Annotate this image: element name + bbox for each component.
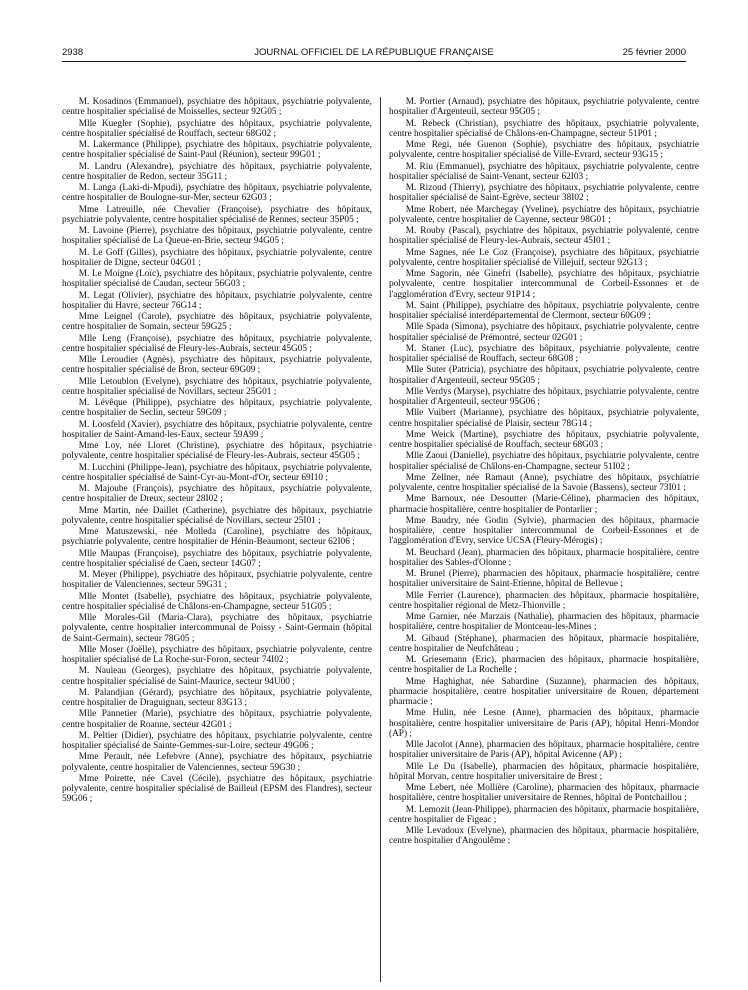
appointment-entry: M. Legat (Olivier), psychiatre des hôpitaux, psychiatrie polyvalente, centre hospitalier du Havre, secteur 76G14 ; — [62, 290, 372, 311]
appointment-entry: Mlle Kuegler (Sophie), psychiatre des hôpitaux, psychiatrie polyvalente, centre hospitalier spécialisé de Rouffach, secteur 68G02 ; — [62, 118, 372, 139]
appointment-entry: M. Lucchini (Philippe-Jean), psychiatre des hôpitaux, psychiatrie polyvalente, centre hospitalier spécialisé de Saint-Cyr-au-Mont-d'Or, secteur 69I10 ; — [62, 462, 372, 483]
appointment-entry: Mme Loy, née Lloret (Christine), psychiatre des hôpitaux, psychiatrie polyvalente, centre hospitalier spécialisé de Fleury-les-Aubrais, secteur 45G05 ; — [62, 441, 372, 462]
appointment-entry: Mme Garnier, née Marzais (Nathalie), pharmacien des hôpitaux, pharmacie hospitalière, centre hospitalier de Montceau-les-Mines ; — [389, 612, 699, 633]
right-column — [389, 97, 699, 982]
appointment-entry: Mlle Levadoux (Evelyne), pharmacien des hôpitaux, pharmacie hospitalière, centre hospitalier d'Angoulême ; — [389, 826, 699, 847]
appointment-entry: Mme Leignel (Carole), psychiatre des hôpitaux, psychiatrie polyvalente, centre hospitalier de Somain, secteur 59G25 ; — [62, 312, 372, 333]
appointment-entry: M. Lakermance (Philippe), psychiatre des hôpitaux, psychiatrie polyvalente, centre hospitalier spécialisé de Saint-Paul (Réunion), secteur 99G01 ; — [62, 140, 372, 161]
appointment-entry: M. Beuchard (Jean), pharmacien des hôpitaux, pharmacie hospitalière, centre hospitalier des Sables-d'Olonne ; — [389, 547, 699, 568]
appointment-entry: Mme Robert, née Marchegay (Yveline), psychiatre des hôpitaux, psychiatrie polyvalente, centre hospitalier de Cayenne, secteur 98G01 ; — [389, 204, 699, 225]
appointment-entry: Mme Haghighat, née Sabardine (Suzanne), pharmacien des hôpitaux, pharmacie hospitalière, centre hospitalier universitaire de Rouen, département pharmacie ; — [389, 676, 699, 707]
appointment-entry: Mlle Leroudier (Agnès), psychiatre des hôpitaux, psychiatrie polyvalente, centre hospitalier spécialisé de Bron, secteur 69G09 ; — [62, 355, 372, 376]
appointment-entry: Mlle Pannetier (Marie), psychiatre des hôpitaux, psychiatrie polyvalente, centre hospitalier de Roanne, secteur 42G01 ; — [62, 709, 372, 730]
appointment-entry: Mlle Ferrier (Laurence), pharmacien des hôpitaux, pharmacie hospitalière, centre hospitalier régional de Metz-Thionville ; — [389, 590, 699, 611]
appointment-entry: Mlle Le Du (Isabelle), pharmacien des hôpitaux, pharmacie hospitalière, hôpital Morvan, centre hospitalier universitaire de Brest ; — [389, 761, 699, 782]
page-number: 2938 — [62, 47, 84, 58]
publication-date: 25 février 2000 — [622, 47, 686, 58]
appointment-entry: Mlle Vuibert (Marianne), psychiatre des hôpitaux, psychiatrie polyvalente, centre hospitalier spécialisé de Plaisir, secteur 78G14 ; — [389, 408, 699, 429]
journal-title: JOURNAL OFFICIEL DE LA RÉPUBLIQUE FRANÇAISE — [254, 47, 494, 58]
appointment-entry: Mlle Verdys (Maryse), psychiatre des hôpitaux, psychiatrie polyvalente, centre hospitalier d'Argenteuil, secteur 95G06 ; — [389, 386, 699, 407]
appointment-entry: Mme Barnoux, née Desoutter (Marie-Céline), pharmacien des hôpitaux, pharmacie hospitalière, centre hospitalier de Pontarlier ; — [389, 494, 699, 515]
appointment-entry: Mme Weick (Martine), psychiatre des hôpitaux, psychiatrie polyvalente, centre hospitalier spécialisé de Rouffach, secteur 68G03 ; — [389, 429, 699, 450]
appointment-entry: M. Rebeck (Christian), psychiatre des hôpitaux, psychiatrie polyvalente, centre hospitalier spécialisé de Châlons-en-Champagne, secteur 51P01 ; — [389, 118, 699, 139]
appointment-entry: Mme Matuszewski, née Molleda (Caroline), psychiatre des hôpitaux, psychiatrie polyvalente, centre hospitalier de Hénin-Beaumont, secteur 62I06 ; — [62, 527, 372, 548]
appointment-entry: Mlle Suter (Patricia), psychiatre des hôpitaux, psychiatrie polyvalente, centre hospitalier d'Argenteuil, secteur 95G05 ; — [389, 365, 699, 386]
appointment-entry: Mme Baudry, née Godin (Sylvie), pharmacien des hôpitaux, pharmacie hospitalière, centre hospitalier intercommunal de Corbeil-Essonnes et de l'agglomération d'Evry, service UCSA (Fleury-Mérogis) ; — [389, 515, 699, 547]
appointment-entry: Mme Martin, née Daillet (Catherine), psychiatre des hôpitaux, psychiatrie polyvalente, centre hospitalier spécialisé de Novillars, secteur 25I01 ; — [62, 505, 372, 526]
appointment-entry: Mlle Jacolot (Anne), pharmacien des hôpitaux, pharmacie hospitalière, centre hospitalier universitaire de Paris (AP), hôpital Avicenne (AP) ; — [389, 740, 699, 761]
appointment-entry: M. Peltier (Didier), psychiatre des hôpitaux, psychiatrie polyvalente, centre hospitalier spécialisé de Sainte-Gemmes-sur-Loire, secteur 49G06 ; — [62, 730, 372, 751]
left-column — [62, 97, 372, 982]
appointment-entry: M. Le Goff (Gilles), psychiatre des hôpitaux, psychiatrie polyvalente, centre hospitalier de Digne, secteur 04G01 ; — [62, 247, 372, 268]
appointment-entry: Mme Lebert, née Mollière (Caroline), pharmacien des hôpitaux, pharmacie hospitalière, centre hospitalier universitaire de Rennes, hôpital de Pontchaillou ; — [389, 783, 699, 804]
appointment-entry: Mlle Moser (Joëlle), psychiatre des hôpitaux, psychiatrie polyvalente, centre hospitalier spécialisé de La Roche-sur-Foron, secteur 74I02 ; — [62, 644, 372, 665]
appointment-entry: M. Palandjian (Gérard), psychiatre des hôpitaux, psychiatrie polyvalente, centre hospitalier de Draguignan, secteur 83G13 ; — [62, 687, 372, 708]
appointment-entry: M. Kosadinos (Emmanuel), psychiatre des hôpitaux, psychiatrie polyvalente, centre hospitalier spécialisé de Moisselles, secteur 92G05 ; — [62, 97, 372, 118]
appointment-entry: M. Le Moigne (Loïc), psychiatre des hôpitaux, psychiatrie polyvalente, centre hospitalier spécialisé de Caudan, secteur 56G03 ; — [62, 269, 372, 290]
header-rule — [62, 61, 686, 62]
appointment-entry: M. Landru (Alexandre), psychiatre des hôpitaux, psychiatrie polyvalente, centre hospitalier de Redon, secteur 35G11 ; — [62, 161, 372, 182]
appointment-entry: M. Loosfeld (Xavier), psychiatre des hôpitaux, psychiatrie polyvalente, centre hospitalier de Saint-Amand-les-Eaux, secteur 59A99 ; — [62, 419, 372, 440]
appointment-entry: Mlle Montet (Isabelle), psychiatre des hôpitaux, psychiatrie polyvalente, centre hospitalier spécialisé de Châlons-en-Champagne, secteur 51G05 ; — [62, 591, 372, 612]
appointment-entry: Mme Perault, née Lefebvre (Anne), psychiatre des hôpitaux, psychiatrie polyvalente, centre hospitalier de Valenciennes, secteur 59G30 ; — [62, 752, 372, 773]
appointment-entry: M. Portier (Arnaud), psychiatre des hôpitaux, psychiatrie polyvalente, centre hospitalier d'Argenteuil, secteur 95G05 ; — [389, 97, 699, 118]
appointment-entry: Mme Hulin, née Lesne (Anne), pharmacien des hôpitaux, pharmacie hospitalière, centre hospitalier universitaire de Paris (AP), hôpital Henri-Mondor (AP) ; — [389, 708, 699, 739]
appointment-entry: Mme Poirette, née Cavel (Cécile), psychiatre des hôpitaux, psychiatrie polyvalente, centre hospitalier spécialisé de Bailleul (EPSM des Flandres), secteur 59G06 ; — [62, 773, 372, 805]
appointment-entry: Mlle Morales-Gil (Maria-Clara), psychiatre des hôpitaux, psychiatrie polyvalente, centre hospitalier intercommunal de Poissy - Saint-Germain (hôpital de Saint-Germain), secteur 78G05 ; — [62, 613, 372, 644]
appointment-entry: M. Staner (Luc), psychiatre des hôpitaux, psychiatrie polyvalente, centre hospitalier spécialisé de Rouffach, secteur 68G08 ; — [389, 343, 699, 364]
appointment-entry: Mlle Zaoui (Danielle), psychiatre des hôpitaux, psychiatrie polyvalente, centre hospitalier spécialisé de Châlons-en-Champagne, secteur 51I02 ; — [389, 451, 699, 472]
appointment-entry: Mme Latreuille, née Chevalier (Françoise), psychiatre des hôpitaux, psychiatrie polyvalente, centre hospitalier spécialisé de Rennes, secteur 35P05 ; — [62, 204, 372, 225]
appointment-entry: M. Lemozit (Jean-Philippe), pharmacien des hôpitaux, pharmacie hospitalière, centre hospitalier de Figeac ; — [389, 804, 699, 825]
appointment-entry: M. Lavoine (Pierre), psychiatre des hôpitaux, psychiatrie polyvalente, centre hospitalier spécialisé de La Queue-en-Brie, secteur 94G05 ; — [62, 226, 372, 247]
appointment-entry: Mlle Leng (Françoise), psychiatre des hôpitaux, psychiatrie polyvalente, centre hospitalier spécialisé de Fleury-les-Aubrais, secteur 45G05 ; — [62, 333, 372, 354]
page-header — [62, 47, 686, 61]
appointment-entry: Mlle Maupas (Françoise), psychiatre des hôpitaux, psychiatrie polyvalente, centre hospitalier spécialisé de Caen, secteur 14G07 ; — [62, 548, 372, 569]
appointment-entry: Mme Regi, née Guenon (Sophie), psychiatre des hôpitaux, psychiatrie polyvalente, centre hospitalier spécialisé de Ville-Evrard, secteur 93G15 ; — [389, 140, 699, 161]
appointment-entry: M. Saint (Philippe), psychiatre des hôpitaux, psychiatrie polyvalente, centre hospitalier spécialisé interdépartemental de Clermont, secteur 60G09 ; — [389, 300, 699, 321]
appointment-entry: Mlle Letoublon (Evelyne), psychiatre des hôpitaux, psychiatrie polyvalente, centre hospitalier spécialisé de Novillars, secteur 25G01 ; — [62, 376, 372, 397]
appointment-entry: M. Rizoud (Thierry), psychiatre des hôpitaux, psychiatrie polyvalente, centre hospitalier spécialisé de Saint-Egrève, secteur 38I02 ; — [389, 183, 699, 204]
appointment-entry: Mme Sagnes, née Le Coz (Françoise), psychiatre des hôpitaux, psychiatrie polyvalente, centre hospitalier spécialisé de Villejuif, secteur 92G13 ; — [389, 247, 699, 268]
appointment-entry: M. Rouby (Pascal), psychiatre des hôpitaux, psychiatrie polyvalente, centre hospitalier spécialisé de Fleury-les-Aubrais, secteur 45I01 ; — [389, 226, 699, 247]
appointment-entry: M. Majoube (François), psychiatre des hôpitaux, psychiatrie polyvalente, centre hospitalier de Dreux, secteur 28I02 ; — [62, 484, 372, 505]
column-divider — [380, 97, 381, 982]
appointment-entry: M. Gibaud (Stéphane), pharmacien des hôpitaux, pharmacie hospitalière, centre hospitalier de Neufchâteau ; — [389, 633, 699, 654]
appointment-entry: Mlle Spada (Simona), psychiatre des hôpitaux, psychiatrie polyvalente, centre hospitalier spécialisé de Prémontré, secteur 02G01 ; — [389, 322, 699, 343]
appointment-entry: Mme Zellner, née Ramaut (Anne), psychiatre des hôpitaux, psychiatrie polyvalente, centre hospitalier spécialisé de la Savoie (Bassens), secteur 73I01 ; — [389, 472, 699, 493]
appointment-entry: M. Nauleau (Georges), psychiatre des hôpitaux, psychiatrie polyvalente, centre hospitalier spécialisé de Saint-Maurice, secteur 94U00 ; — [62, 666, 372, 687]
appointment-entry: M. Riu (Emmanuel), psychiatre des hôpitaux, psychiatrie polyvalente, centre hospitalier spécialisé de Saint-Venant, secteur 62I03 ; — [389, 161, 699, 182]
appointment-entry: M. Griesemann (Eric), pharmacien des hôpitaux, pharmacie hospitalière, centre hospitalier de La Rochelle ; — [389, 655, 699, 676]
appointment-entry: M. Lévêque (Philippe), psychiatre des hôpitaux, psychiatrie polyvalente, centre hospitalier de Seclin, secteur 59G09 ; — [62, 398, 372, 419]
appointment-entry: M. Langa (Laki-di-Mpudi), psychiatre des hôpitaux, psychiatrie polyvalente, centre hospitalier de Boulogne-sur-Mer, secteur 62G03 ; — [62, 183, 372, 204]
appointment-entry: Mme Sagorin, née Ginefri (Isabelle), psychiatre des hôpitaux, psychiatrie polyvalente, centre hospitalier intercommunal de Corbeil-Essonnes et de l'agglomération d'Evry, secteur 91P14 ; — [389, 269, 699, 300]
appointment-entry: M. Brunel (Pierre), pharmacien des hôpitaux, pharmacie hospitalière, centre hospitalier universitaire de Saint-Etienne, hôpital de Bellevue ; — [389, 569, 699, 590]
appointment-entry: M. Meyer (Philippe), psychiatre des hôpitaux, psychiatrie polyvalente, centre hospitalier de Valenciennes, secteur 59G31 ; — [62, 570, 372, 591]
